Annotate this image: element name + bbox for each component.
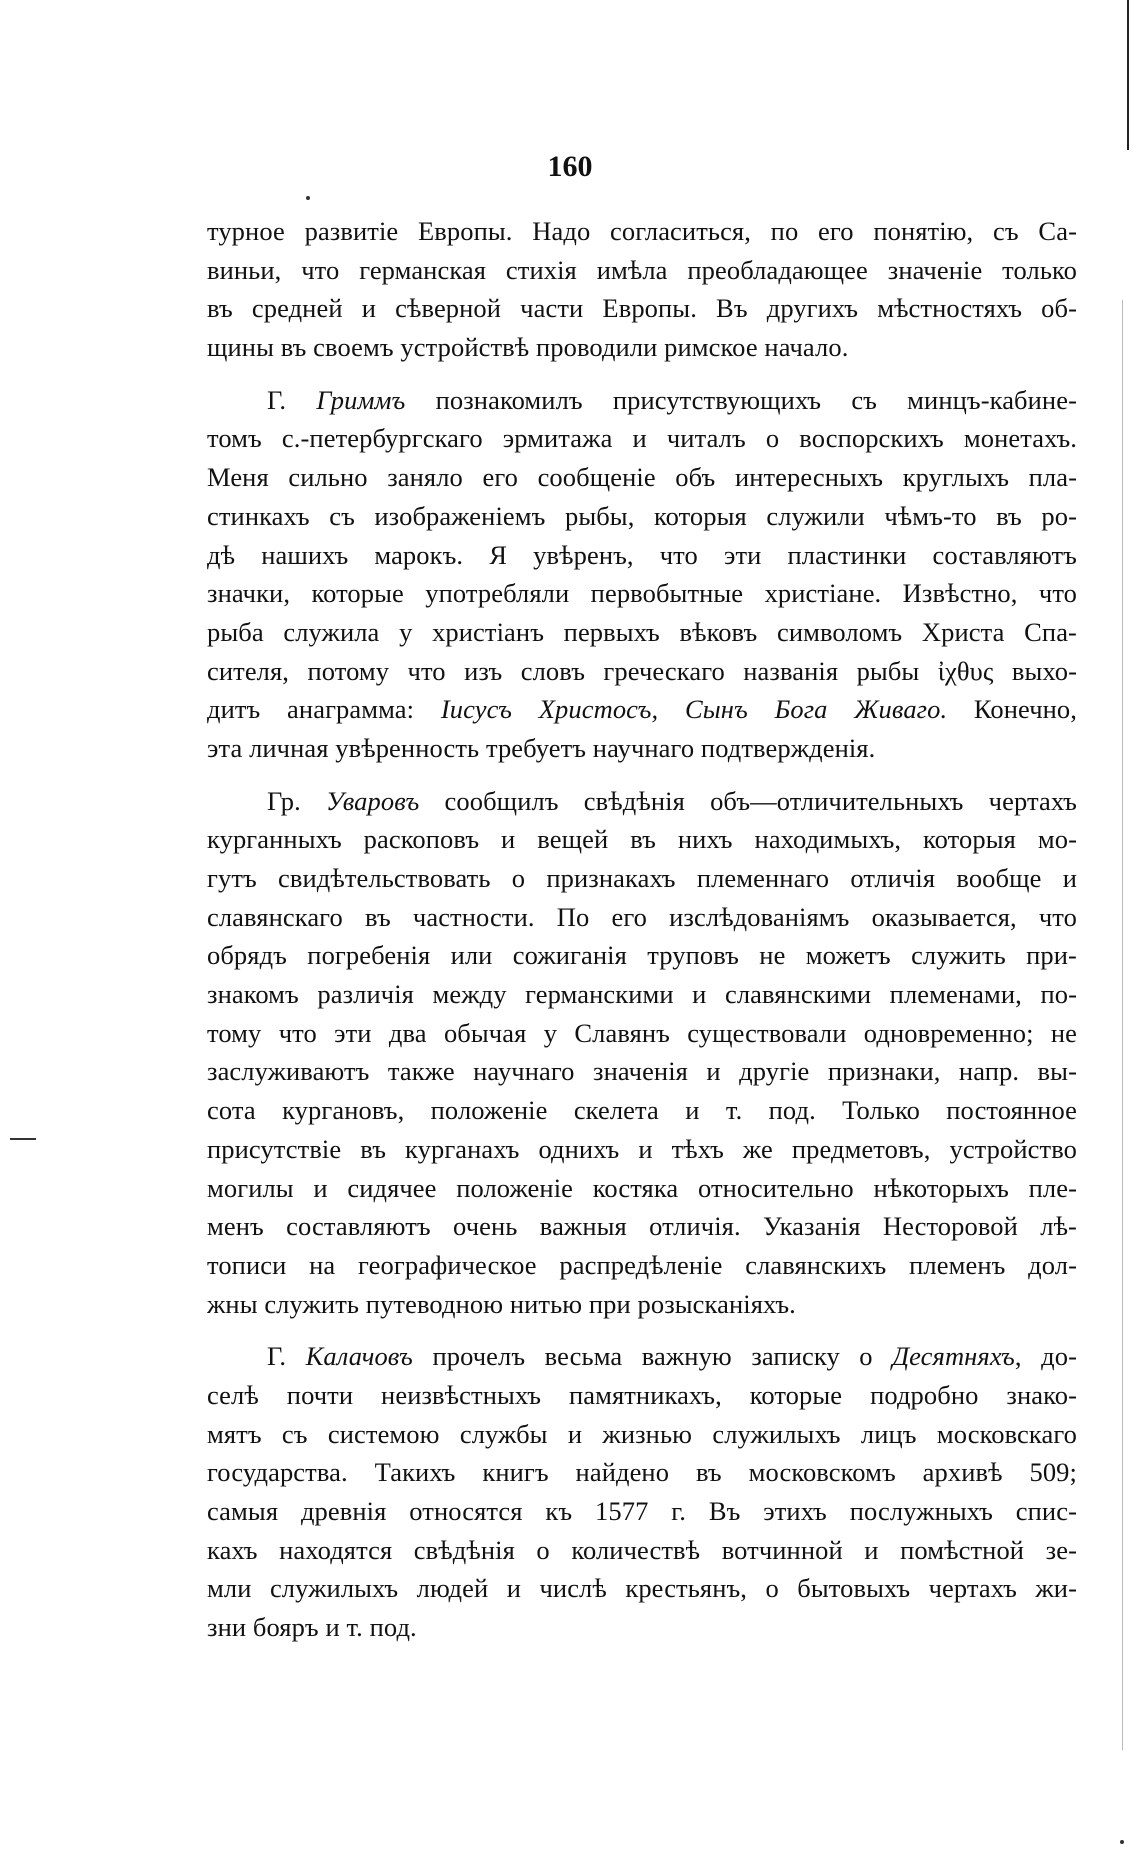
text-line: присутствіе въ курганахъ однихъ и тѣхъ же предметовъ, устройство — [207, 1133, 1077, 1164]
text-line: мятъ съ системою службы и жизнью служилыхъ лицъ московскаго — [207, 1418, 1077, 1449]
italic-name: Гриммъ — [316, 384, 406, 415]
text-line: курганныхъ раскоповъ и вещей въ нихъ находимыхъ, которыя мо- — [207, 824, 1077, 855]
text-line: сителя, потому что изъ словъ греческаго названія рыбы ἰχθυς выхо- — [207, 655, 1077, 686]
text-run: прочелъ весьма важную записку о — [412, 1341, 893, 1372]
text-run: Конечно, — [947, 694, 1077, 725]
paragraph-gap — [207, 367, 1077, 381]
italic-name: Іисусъ Христосъ, Сынъ Бога Живаго. — [440, 694, 948, 725]
text-line: менъ составляютъ очень важныя отличія. Указанія Несторовой лѣ- — [207, 1211, 1077, 1242]
italic-name: Десятняхъ — [892, 1341, 1015, 1372]
text-line: рыба служила у христіанъ первыхъ вѣковъ символомъ Христа Спа- — [207, 616, 1077, 647]
text-line — [207, 1337, 1077, 1376]
text-line: знакомъ различія между германскими и славянскими племенами, по- — [207, 979, 1077, 1010]
text-line: щины въ своемъ устройствѣ проводили римское начало. — [207, 332, 849, 363]
text-line: тописи на географическое распредѣленіе славянскихъ племенъ дол- — [207, 1249, 1077, 1280]
text-line: государства. Такихъ книгъ найдено въ московскомъ архивѣ 509; — [207, 1457, 1077, 1488]
text-line — [207, 782, 1077, 821]
italic-name: Калачовъ — [305, 1341, 413, 1372]
text-line: жны служить путеводною нитью при розысканіяхъ. — [207, 1288, 796, 1319]
text-line: виньи, что германская стихія имѣла преобладающее значеніе только — [207, 254, 1077, 285]
text-line — [207, 690, 1077, 729]
text-line: зни бояръ и т. под. — [207, 1612, 417, 1643]
text-line: дѣ нашихъ марокъ. Я увѣренъ, что эти пластинки составляютъ — [207, 539, 1077, 570]
text-run: Г. — [267, 384, 317, 415]
text-line: обрядъ погребенія или сожиганія труповъ не можетъ служить при- — [207, 940, 1077, 971]
text-run: дитъ анаграмма: — [207, 694, 441, 725]
paragraph — [207, 381, 1077, 768]
text-line: кахъ находятся свѣдѣнія о количествѣ вотчинной и помѣстной зе- — [207, 1534, 1077, 1565]
text-line: могилы и сидячее положеніе костяка относительно нѣкоторыхъ пле- — [207, 1172, 1077, 1203]
italic-name: Уваровъ — [326, 785, 420, 816]
text-line: значки, которые употребляли первобытные христіане. Извѣстно, что — [207, 578, 1077, 609]
page-edge-rule — [1127, 0, 1129, 150]
text-line: Меня сильно заняло его сообщеніе объ интересныхъ круглыхъ пла- — [207, 462, 1077, 493]
margin-mark — [10, 1138, 36, 1140]
text-run: познакомилъ присутствующихъ съ минцъ-кабине- — [405, 384, 1077, 415]
text-line: сота кургановъ, положеніе скелета и т. под. Только постоянное — [207, 1095, 1077, 1126]
speck — [1120, 1840, 1124, 1844]
paragraph — [207, 782, 1077, 1324]
text-line: заслуживаютъ также научнаго значенія и другіе признаки, напр. вы- — [207, 1056, 1077, 1087]
text-line: тому что эти два обычая у Славянъ существовали одновременно; не — [207, 1017, 1077, 1048]
page-edge-shadow — [1122, 300, 1123, 1750]
text-run: , до- — [1014, 1341, 1077, 1372]
text-line: гутъ свидѣтельствовать о признакахъ племеннаго отличія вообще и — [207, 863, 1077, 893]
text-line: эта личная увѣренность требуетъ научнаго подтвержденія. — [207, 732, 876, 763]
paragraph — [207, 1337, 1077, 1647]
text-run: сообщилъ свѣдѣнія объ—отличительныхъ чертахъ — [419, 785, 1077, 816]
page-number: 160 — [547, 150, 593, 183]
text-line: мли служилыхъ людей и числѣ крестьянъ, о бытовыхъ чертахъ жи- — [207, 1573, 1077, 1604]
text-line: самыя древнія относятся къ 1577 г. Въ этихъ послужныхъ спис- — [207, 1496, 1077, 1526]
text-line: селѣ почти неизвѣстныхъ памятникахъ, которые подробно знако- — [207, 1379, 1077, 1410]
text-line: славянскаго въ частности. По его изслѣдованіямъ оказывается, что — [207, 901, 1077, 932]
text-line: въ средней и сѣверной части Европы. Въ другихъ мѣстностяхъ об- — [207, 293, 1077, 324]
text-run: Г. — [267, 1341, 306, 1372]
text-line: стинкахъ съ изображеніемъ рыбы, которыя служили чѣмъ-то въ ро- — [207, 500, 1077, 531]
text-line: турное развитіе Европы. Надо согласиться, по его понятію, съ Са- — [207, 216, 1077, 246]
text-line — [207, 381, 1077, 420]
paragraph — [207, 212, 1077, 367]
paragraph-gap — [207, 768, 1077, 782]
text-line: томъ с.-петербургскаго эрмитажа и читалъ о воспорскихъ монетахъ. — [207, 423, 1077, 454]
speck — [306, 196, 310, 200]
text-run: Гр. — [267, 785, 327, 816]
paragraph-gap — [207, 1323, 1077, 1337]
page-body-text — [207, 212, 1077, 1647]
